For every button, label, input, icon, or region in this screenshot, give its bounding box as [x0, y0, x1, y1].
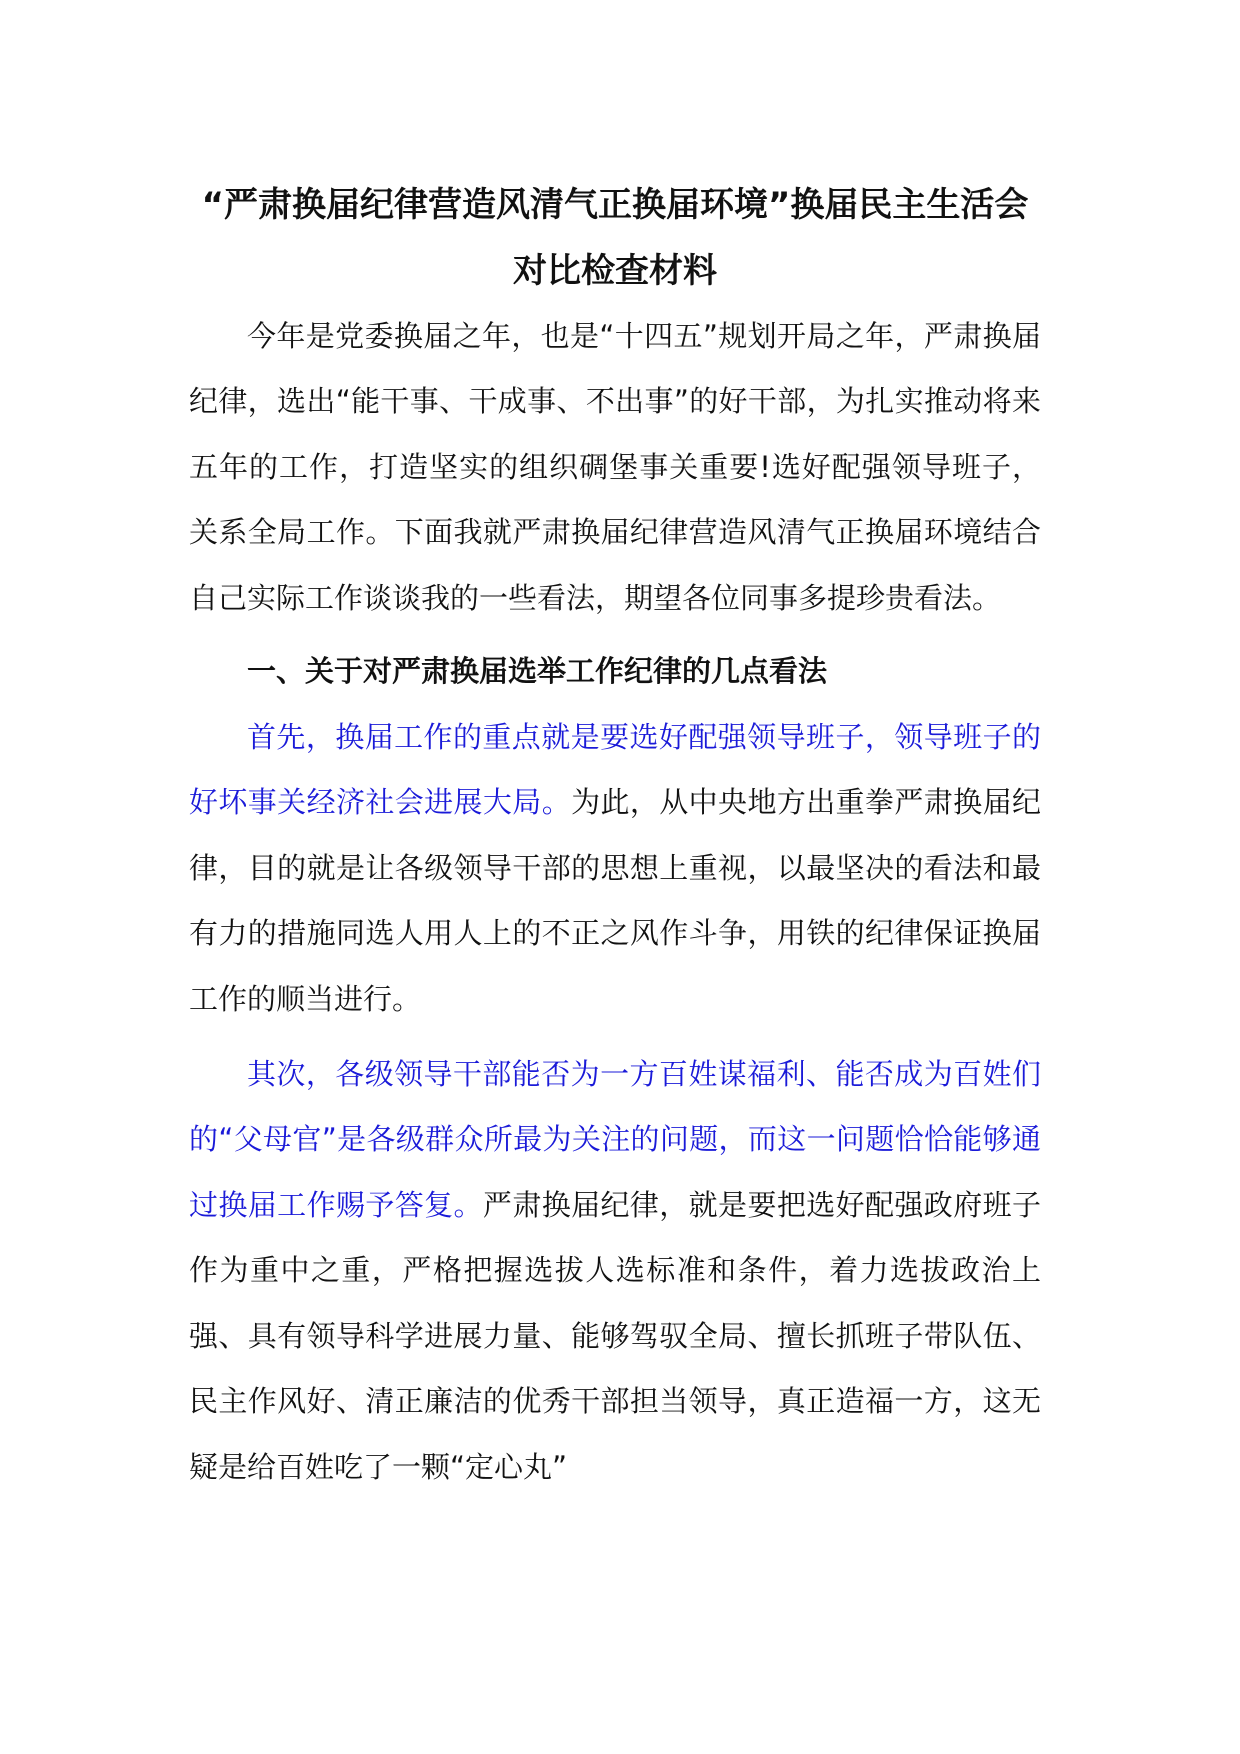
point-two-highlight: 其次，各级领导干部能否为一方百姓谋福利、能否成为百姓们的“父母官”是各级群众所最为关注的问题，而这一问题恰恰能够通过换届工作赐予答复。 [189, 1057, 1041, 1222]
document-page [189, 172, 1041, 1500]
intro-paragraph: 今年是党委换届之年，也是“十四五”规划开局之年，严肃换届纪律，选出“能干事、干成事、不出事”的好干部，为扎实推动将来五年的工作，打造坚实的组织碉堡事关重要!选好配强领导班子，关系全局工作。下面我就严肃换届纪律营造风清气正换届环境结合自己实际工作谈谈我的一些看法，期望各位同事多提珍贵看法。 [189, 319, 1041, 615]
document-title: “严肃换届纪律营造风清气正换届环境”换届民主生活会对比检查材料 [201, 185, 1029, 291]
section-heading: 一、关于对严肃换届选举工作纪律的几点看法 [247, 654, 828, 689]
point-two-text: 严肃换届纪律，就是要把选好配强政府班子作为重中之重，严格把握选拔人选标准和条件，着力选拔政治上强、具有领导科学进展力量、能够驾驭全局、擅长抓班子带队伍、民主作风好、清正廉洁的优秀干部担当领导，真正造福一方，这无疑是给百姓吃了一颗“定心丸” [189, 1187, 1041, 1484]
point-one-paragraph [189, 705, 1041, 1032]
point-one-text: 为此，从中央地方出重拳严肃换届纪律，目的就是让各级领导干部的思想上重视，以最坚决的看法和最有力的措施同选人用人上的不正之风作斗争，用铁的纪律保证换届工作的顺当进行。 [189, 785, 1041, 1016]
point-one-highlight: 首先，换届工作的重点就是要选好配强领导班子，领导班子的好坏事关经济社会进展大局。 [189, 720, 1041, 820]
point-two-paragraph [189, 1042, 1041, 1500]
